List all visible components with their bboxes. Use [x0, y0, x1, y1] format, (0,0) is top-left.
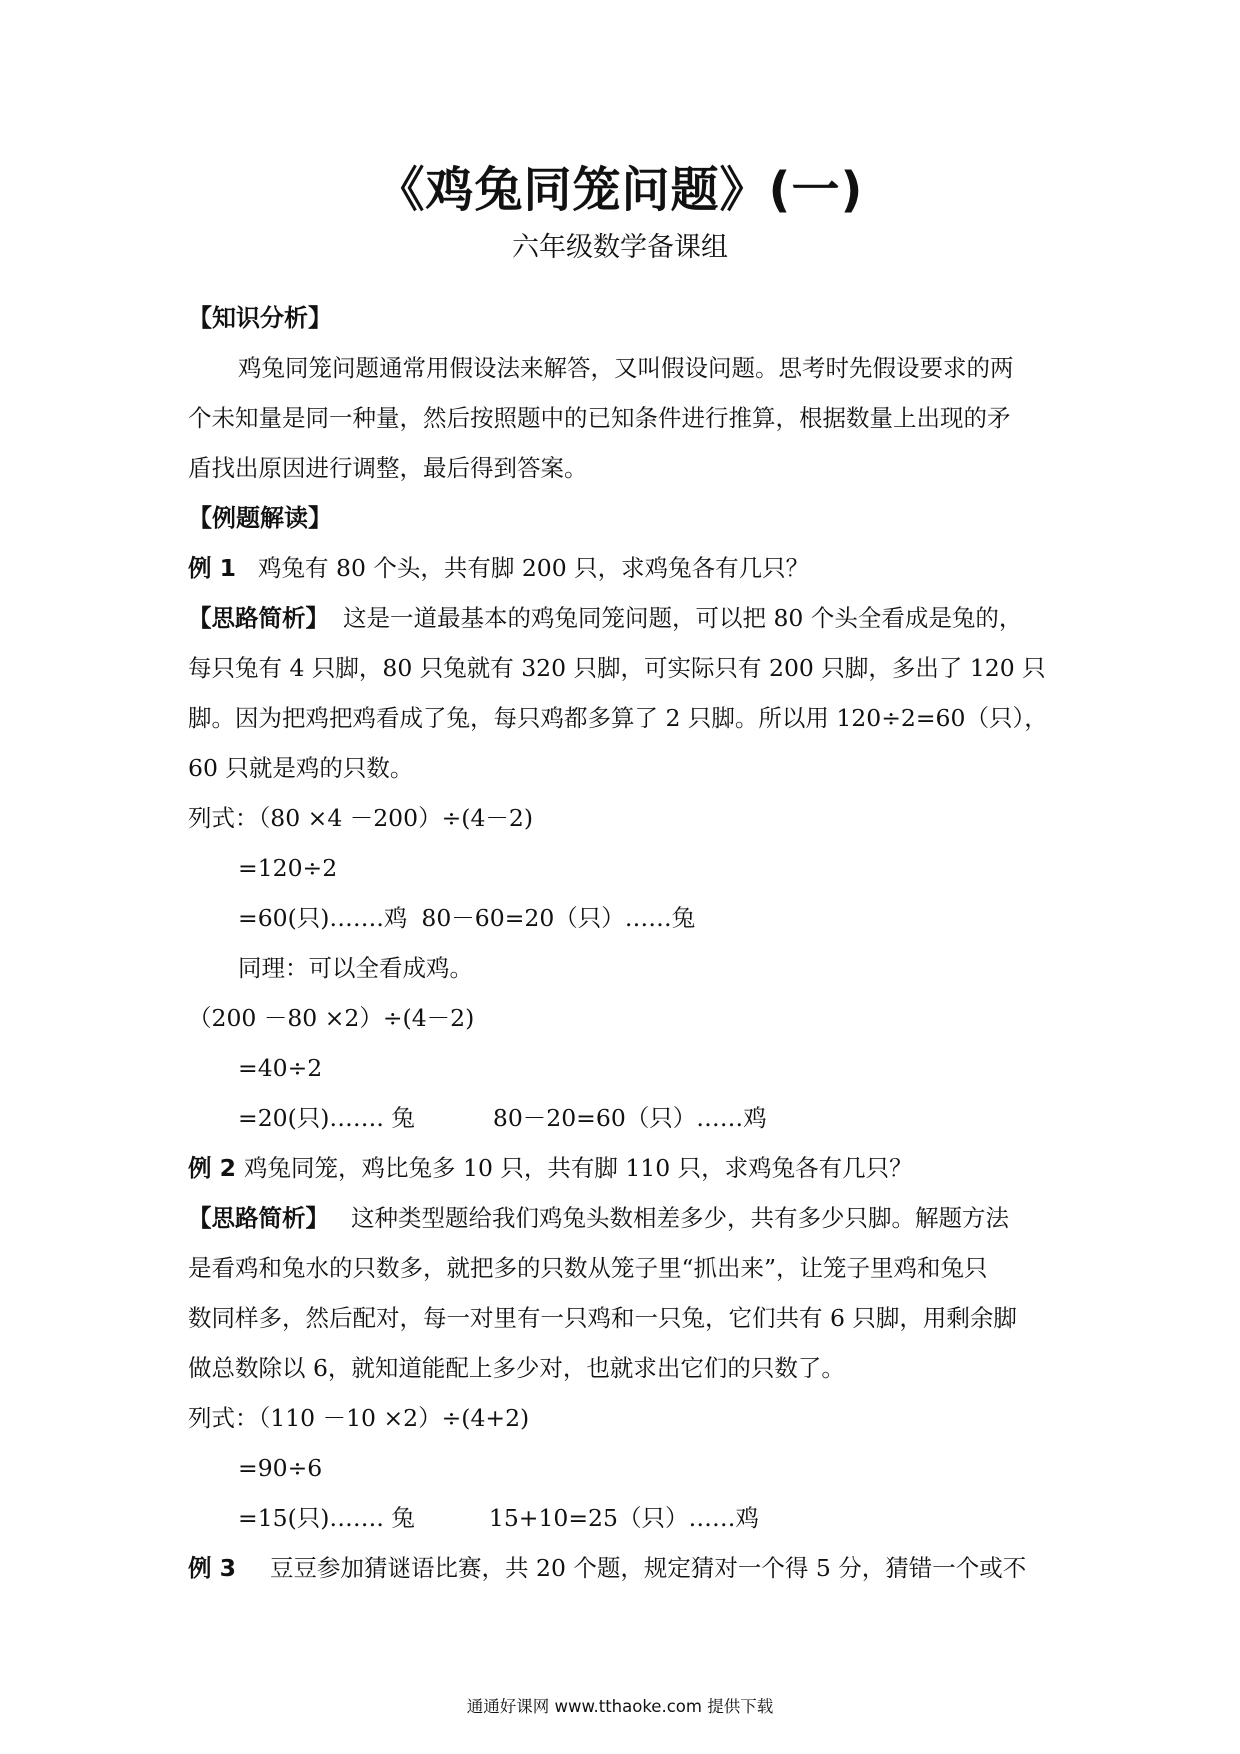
page-footer: 通通好课网 www.tthaoke.com 提供下载 — [466, 1697, 774, 1716]
formula-expression: （110 －10 ×2）÷(4+2) — [258, 1404, 530, 1432]
formula-step — [238, 1094, 767, 1142]
example-1-formula — [188, 794, 533, 842]
alt-method-formula: （200 －80 ×2）÷(4－2) — [188, 1004, 475, 1032]
paragraph-line: 做总数除以 6，就知道能配上多少对，也就求出它们的只数了。 — [188, 1354, 845, 1382]
example-1-analysis-label: 【思路简析】 — [188, 604, 329, 632]
paragraph-line: 60 只就是鸡的只数。 — [188, 754, 414, 782]
paragraph-line: 是看鸡和兔水的只数多，就把多的只数从笼子里“抓出来”，让笼子里鸡和兔只 — [188, 1254, 988, 1282]
formula-step-result: 80－60=20（只）……兔 — [421, 904, 696, 932]
page-subtitle: 六年级数学备课组 — [512, 232, 728, 263]
example-1-question-line — [188, 544, 809, 592]
formula-step — [238, 894, 695, 942]
section-heading-examples: 【例题解读】 — [188, 504, 332, 532]
formula-step: =90÷6 — [238, 1454, 323, 1482]
formula-step-result: 15+10=25（只）……鸡 — [488, 1504, 759, 1532]
formula-step: =40÷2 — [238, 1054, 323, 1082]
example-3-label: 例 3 — [188, 1554, 237, 1582]
formula-label: 列式： — [188, 1404, 259, 1432]
example-2-analysis-text: 这种类型题给我们鸡兔头数相差多少，共有多少只脚。解题方法 — [351, 1204, 1009, 1232]
formula-expression: （80 ×4 －200）÷(4－2) — [258, 804, 534, 832]
example-2-question: 鸡兔同笼，鸡比兔多 10 只，共有脚 110 只，求鸡兔各有几只？ — [244, 1154, 913, 1182]
example-1-analysis-text: 这是一道最基本的鸡兔同笼问题，可以把 80 个头全看成是兔的， — [343, 604, 1023, 632]
example-3-question: 豆豆参加猜谜语比赛，共 20 个题，规定猜对一个得 5 分，猜错一个或不 — [270, 1554, 1027, 1582]
example-1-analysis-line — [188, 594, 1022, 642]
paragraph-line: 鸡兔同笼问题通常用假设法来解答，又叫假设问题。思考时先假设要求的两 — [238, 354, 1014, 382]
example-1-question: 鸡兔有 80 个头，共有脚 200 只，求鸡兔各有几只？ — [258, 554, 810, 582]
formula-step — [238, 1494, 759, 1542]
paragraph-line: 每只兔有 4 只脚，80 只兔就有 320 只脚，可实际只有 200 只脚，多出了 120 只 — [188, 654, 1046, 682]
paragraph-line: 个未知量是同一种量，然后按照题中的已知条件进行推算，根据数量上出现的矛 — [188, 404, 1011, 432]
example-2-analysis-label: 【思路简析】 — [188, 1204, 329, 1232]
formula-step-result: =20(只)……. 兔 — [238, 1104, 415, 1132]
formula-step-result: 80－20=60（只）……鸡 — [492, 1104, 767, 1132]
page-title: 《鸡兔同笼问题》(一) — [376, 162, 864, 218]
formula-label: 列式： — [188, 804, 259, 832]
paragraph-line: 盾找出原因进行调整，最后得到答案。 — [188, 454, 588, 482]
example-2-question-line — [188, 1144, 913, 1192]
alt-method-intro: 同理：可以全看成鸡。 — [238, 954, 473, 982]
section-heading-knowledge: 【知识分析】 — [188, 304, 332, 332]
example-1-label: 例 1 — [188, 554, 237, 582]
paragraph-line: 脚。因为把鸡把鸡看成了兔，每只鸡都多算了 2 只脚。所以用 120÷2=60（只）， — [188, 704, 1048, 732]
paragraph-line: 数同样多，然后配对，每一对里有一只鸡和一只兔，它们共有 6 只脚，用剩余脚 — [188, 1304, 1017, 1332]
formula-step-result: =60(只)…….鸡 — [238, 904, 408, 932]
example-2-label: 例 2 — [188, 1154, 237, 1182]
formula-step-result: =15(只)……. 兔 — [238, 1504, 415, 1532]
formula-step: =120÷2 — [238, 854, 338, 882]
example-2-formula — [188, 1394, 529, 1442]
example-3-question-line — [188, 1544, 1026, 1592]
example-2-analysis-line — [188, 1194, 1009, 1242]
